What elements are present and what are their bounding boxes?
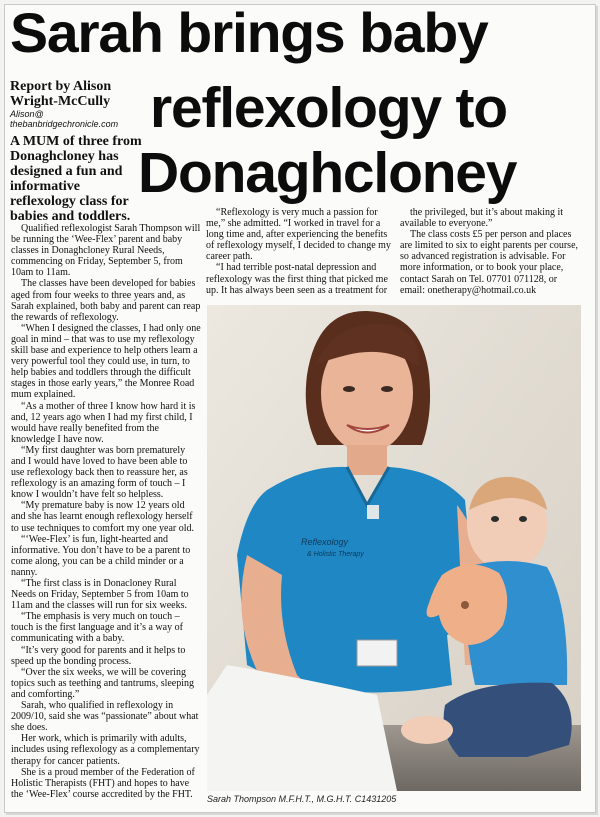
paragraph: Qualified reflexologist Sarah Thompson will be running the ‘Wee-Flex’ parent and baby classes in Donaghcloney Rural Needs, commencing on Friday, September 5, from 10am to 11am.: [11, 223, 201, 279]
photo-caption: Sarah Thompson M.F.H.T., M.G.H.T. C1431205: [207, 794, 397, 804]
byline: [10, 79, 142, 129]
article-column-1: [11, 223, 201, 800]
paragraph: “When I designed the classes, I had only one goal in mind – that was to use my reflexology skill base and experience to help others learn a very powerful tool they could use, in turn, to help babies and toddlers through the difficult stages in those early years,” the Monree Road mum explained.: [11, 322, 201, 401]
paragraph: “The emphasis is very much on touch – touch is the first language and it’s a way of communicating with a baby.: [11, 611, 183, 645]
paragraph: “My premature baby is now 12 years old and she has learnt enough reflexology herself to use techniques to comfort my one year old.: [11, 500, 195, 534]
paragraph: “‘Wee-Flex’ is fun, light-hearted and informative. You don’t have to be a parent to come along, you can be a child minder or a nanny.: [11, 533, 191, 578]
intro-paragraph: A MUM of three from Donaghcloney has designed a fun and informative reflexology class for babies and toddlers.: [10, 134, 142, 224]
woman-neck: [347, 445, 387, 475]
paragraph: “Over the six weeks, we will be covering topics such as teething and tantrums, sleeping and comforting.”: [11, 666, 195, 700]
tunic-logo-line-2: & Holistic Therapy: [307, 551, 364, 558]
article-photo: [207, 305, 581, 791]
paragraph: Sarah, who qualified in reflexology in 2009/10, said she was “passionate” about what she does.: [11, 700, 199, 734]
paragraph: “As a mother of three I know how hard it is and, 12 years ago when I had my first child, I would have really benefited from the knowledge I have now.: [11, 400, 196, 445]
headline-line-3: Donaghcloney: [138, 141, 517, 205]
byline-author: Report by Alison Wright-McCully: [10, 79, 112, 109]
paragraph: “It’s very good for parents and it helps to speed up the bonding process.: [11, 644, 186, 667]
paragraph: the privileged, but it’s about making it available to everyone.”: [400, 207, 564, 230]
paragraph: “I had terrible post-natal depression and reflexology was the first thing that picked me up. It has always been seen as a treatment for: [206, 262, 388, 296]
byline-email-1: Alison@: [10, 109, 44, 119]
article-column-3: [400, 207, 583, 296]
headline-line-1: Sarah brings baby: [10, 1, 488, 64]
name-card: [357, 640, 397, 666]
byline-email-2: thebanbridgechronicle.com: [10, 119, 119, 129]
baby-foot: [401, 716, 453, 744]
tunic-logo-line-1: Reflexology: [301, 537, 349, 547]
headline-line-2: reflexology to: [150, 76, 507, 140]
article-column-2: [206, 207, 392, 296]
paragraph: “My first daughter was born prematurely and I would have loved to have been able to use reflexology back then to reassure her, as reflexology is an amazing form of touch – I know I wouldn’t have felt so helpless.: [11, 444, 188, 501]
paragraph: The class costs £5 per person and places are limited to six to eight parents per course, so advanced registration is advisable. For more information, or to book your place, contact Sarah on Tel. 07701 071128, or email: onetherapy@hotmail.co.uk: [400, 229, 579, 296]
paragraph: “Reflexology is very much a passion for me,” she admitted. “I worked in travel for a long time and, after experiencing the benefits of reflexology myself, I decided to change my career path.: [206, 207, 391, 263]
paragraph: Her work, which is primarily with adults, includes using reflexology as a complementary therapy for cancer patients.: [11, 733, 200, 767]
paragraph: The classes have been developed for babies aged from four weeks to three years and, as Sarah explained, both baby and parent can reap the rewards of reflexology.: [11, 278, 201, 323]
paragraph: “The first class is in Donacloney Rural Needs on Friday, September 5 from 10am to 11am and the classes will run for six weeks.: [11, 578, 189, 612]
tunic-badge: [367, 505, 379, 519]
paragraph: She is a proud member of the Federation of Holistic Therapists (FHT) and hopes to have the ‘Wee-Flex’ course accredited by the FHT.: [11, 766, 195, 800]
